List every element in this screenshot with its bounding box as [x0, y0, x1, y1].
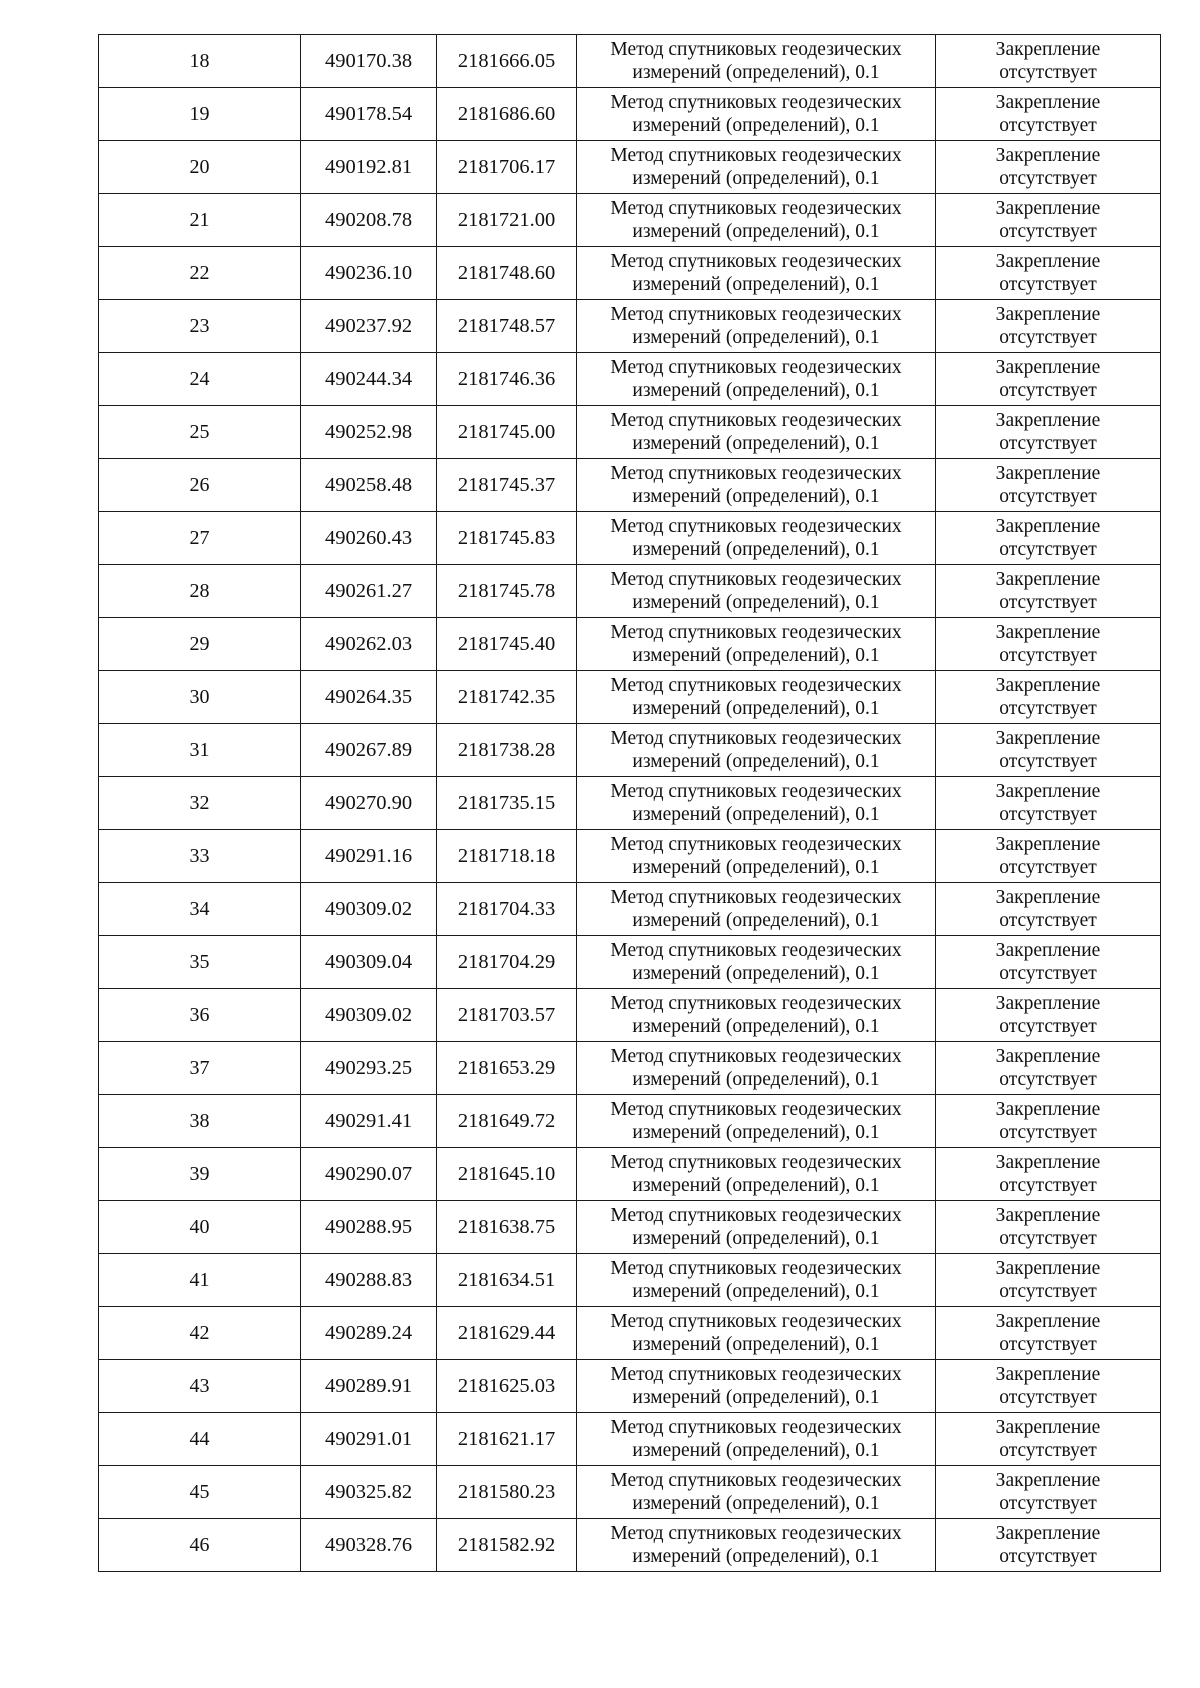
table-row: [99, 1254, 1161, 1307]
point-number-cell: 46: [99, 1519, 301, 1572]
method-line-1: Метод спутниковых геодезических: [610, 1258, 902, 1279]
method-line-1: Метод спутниковых геодезических: [610, 940, 902, 961]
table-row: [99, 88, 1161, 141]
fixation-line-1: Закрепление: [995, 834, 1101, 855]
method-line-1: Метод спутниковых геодезических: [610, 1364, 902, 1385]
x-coordinate-cell: 490252.98: [301, 406, 437, 459]
y-coordinate-cell: 2181629.44: [437, 1307, 577, 1360]
table-row: [99, 300, 1161, 353]
method-cell: [577, 1466, 936, 1519]
point-number-cell: 34: [99, 883, 301, 936]
method-line-2: измерений (определений), 0.1: [632, 62, 880, 83]
y-coordinate-cell: 2181645.10: [437, 1148, 577, 1201]
fixation-line-2: отсутствует: [999, 1281, 1097, 1302]
fixation-cell: [936, 1360, 1161, 1413]
fixation-line-1: Закрепление: [995, 198, 1101, 219]
fixation-line-1: Закрепление: [995, 993, 1101, 1014]
method-line-1: Метод спутниковых геодезических: [610, 675, 902, 696]
y-coordinate-cell: 2181745.83: [437, 512, 577, 565]
table-row: [99, 936, 1161, 989]
y-coordinate-cell: 2181738.28: [437, 724, 577, 777]
y-coordinate-cell: 2181634.51: [437, 1254, 577, 1307]
method-cell: [577, 1360, 936, 1413]
fixation-line-1: Закрепление: [995, 1364, 1101, 1385]
fixation-cell: [936, 88, 1161, 141]
fixation-cell: [936, 1042, 1161, 1095]
point-number-cell: 19: [99, 88, 301, 141]
fixation-line-2: отсутствует: [999, 1069, 1097, 1090]
y-coordinate-cell: 2181638.75: [437, 1201, 577, 1254]
y-coordinate-cell: 2181653.29: [437, 1042, 577, 1095]
method-line-1: Метод спутниковых геодезических: [610, 1470, 902, 1491]
fixation-line-1: Закрепление: [995, 92, 1101, 113]
method-line-1: Метод спутниковых геодезических: [610, 39, 902, 60]
fixation-cell: [936, 459, 1161, 512]
y-coordinate-cell: 2181704.29: [437, 936, 577, 989]
table-row: [99, 565, 1161, 618]
y-coordinate-cell: 2181745.37: [437, 459, 577, 512]
point-number-cell: 31: [99, 724, 301, 777]
method-cell: [577, 88, 936, 141]
x-coordinate-cell: 490288.83: [301, 1254, 437, 1307]
table-row: [99, 35, 1161, 88]
method-cell: [577, 512, 936, 565]
fixation-line-2: отсутствует: [999, 592, 1097, 613]
method-line-2: измерений (определений), 0.1: [632, 221, 880, 242]
table-row: [99, 1095, 1161, 1148]
table-row: [99, 724, 1161, 777]
method-line-1: Метод спутниковых геодезических: [610, 198, 902, 219]
fixation-cell: [936, 247, 1161, 300]
y-coordinate-cell: 2181625.03: [437, 1360, 577, 1413]
fixation-cell: [936, 1254, 1161, 1307]
table-row: [99, 830, 1161, 883]
fixation-line-1: Закрепление: [995, 410, 1101, 431]
fixation-line-2: отсутствует: [999, 1175, 1097, 1196]
point-number-cell: 22: [99, 247, 301, 300]
fixation-line-2: отсутствует: [999, 168, 1097, 189]
method-line-1: Метод спутниковых геодезических: [610, 1417, 902, 1438]
method-cell: [577, 724, 936, 777]
fixation-line-2: отсутствует: [999, 751, 1097, 772]
table-row: [99, 1519, 1161, 1572]
point-number-cell: 39: [99, 1148, 301, 1201]
x-coordinate-cell: 490309.02: [301, 989, 437, 1042]
fixation-line-2: отсутствует: [999, 115, 1097, 136]
fixation-line-1: Закрепление: [995, 145, 1101, 166]
method-cell: [577, 406, 936, 459]
y-coordinate-cell: 2181703.57: [437, 989, 577, 1042]
x-coordinate-cell: 490309.04: [301, 936, 437, 989]
method-line-2: измерений (определений), 0.1: [632, 433, 880, 454]
method-cell: [577, 194, 936, 247]
fixation-line-1: Закрепление: [995, 1099, 1101, 1120]
point-number-cell: 18: [99, 35, 301, 88]
x-coordinate-cell: 490192.81: [301, 141, 437, 194]
method-cell: [577, 1042, 936, 1095]
x-coordinate-cell: 490293.25: [301, 1042, 437, 1095]
x-coordinate-cell: 490208.78: [301, 194, 437, 247]
fixation-cell: [936, 406, 1161, 459]
table-row: [99, 406, 1161, 459]
table-row: [99, 512, 1161, 565]
point-number-cell: 21: [99, 194, 301, 247]
coordinates-table: [98, 34, 1161, 1572]
y-coordinate-cell: 2181686.60: [437, 88, 577, 141]
fixation-line-2: отсутствует: [999, 433, 1097, 454]
y-coordinate-cell: 2181704.33: [437, 883, 577, 936]
fixation-line-2: отсутствует: [999, 804, 1097, 825]
fixation-cell: [936, 300, 1161, 353]
y-coordinate-cell: 2181742.35: [437, 671, 577, 724]
y-coordinate-cell: 2181746.36: [437, 353, 577, 406]
table-row: [99, 777, 1161, 830]
point-number-cell: 44: [99, 1413, 301, 1466]
y-coordinate-cell: 2181748.60: [437, 247, 577, 300]
fixation-line-1: Закрепление: [995, 728, 1101, 749]
table-row: [99, 141, 1161, 194]
method-line-1: Метод спутниковых геодезических: [610, 463, 902, 484]
fixation-line-2: отсутствует: [999, 1387, 1097, 1408]
x-coordinate-cell: 490267.89: [301, 724, 437, 777]
y-coordinate-cell: 2181621.17: [437, 1413, 577, 1466]
y-coordinate-cell: 2181649.72: [437, 1095, 577, 1148]
x-coordinate-cell: 490258.48: [301, 459, 437, 512]
method-line-2: измерений (определений), 0.1: [632, 1122, 880, 1143]
fixation-line-2: отсутствует: [999, 486, 1097, 507]
method-line-2: измерений (определений), 0.1: [632, 1334, 880, 1355]
fixation-line-1: Закрепление: [995, 1046, 1101, 1067]
fixation-cell: [936, 671, 1161, 724]
method-cell: [577, 459, 936, 512]
fixation-line-2: отсутствует: [999, 963, 1097, 984]
fixation-line-2: отсутствует: [999, 910, 1097, 931]
fixation-line-1: Закрепление: [995, 1205, 1101, 1226]
method-line-1: Метод спутниковых геодезических: [610, 622, 902, 643]
fixation-line-1: Закрепление: [995, 304, 1101, 325]
method-line-1: Метод спутниковых геодезических: [610, 1152, 902, 1173]
method-line-1: Метод спутниковых геодезических: [610, 569, 902, 590]
x-coordinate-cell: 490262.03: [301, 618, 437, 671]
document-page: [98, 34, 1160, 1572]
method-line-2: измерений (определений), 0.1: [632, 1016, 880, 1037]
y-coordinate-cell: 2181706.17: [437, 141, 577, 194]
coordinates-table-body: [99, 35, 1161, 1572]
method-line-1: Метод спутниковых геодезических: [610, 887, 902, 908]
point-number-cell: 24: [99, 353, 301, 406]
x-coordinate-cell: 490236.10: [301, 247, 437, 300]
method-cell: [577, 1307, 936, 1360]
x-coordinate-cell: 490270.90: [301, 777, 437, 830]
fixation-line-2: отсутствует: [999, 1440, 1097, 1461]
method-line-2: измерений (определений), 0.1: [632, 910, 880, 931]
fixation-line-2: отсутствует: [999, 327, 1097, 348]
x-coordinate-cell: 490291.01: [301, 1413, 437, 1466]
table-row: [99, 618, 1161, 671]
method-line-2: измерений (определений), 0.1: [632, 168, 880, 189]
fixation-cell: [936, 618, 1161, 671]
point-number-cell: 33: [99, 830, 301, 883]
fixation-line-2: отсутствует: [999, 1016, 1097, 1037]
point-number-cell: 32: [99, 777, 301, 830]
x-coordinate-cell: 490309.02: [301, 883, 437, 936]
fixation-line-2: отсутствует: [999, 1546, 1097, 1567]
method-cell: [577, 883, 936, 936]
point-number-cell: 43: [99, 1360, 301, 1413]
x-coordinate-cell: 490288.95: [301, 1201, 437, 1254]
method-line-1: Метод спутниковых геодезических: [610, 92, 902, 113]
point-number-cell: 23: [99, 300, 301, 353]
method-line-2: измерений (определений), 0.1: [632, 327, 880, 348]
method-cell: [577, 353, 936, 406]
fixation-line-1: Закрепление: [995, 1523, 1101, 1544]
table-row: [99, 883, 1161, 936]
fixation-line-1: Закрепление: [995, 1311, 1101, 1332]
fixation-line-2: отсутствует: [999, 539, 1097, 560]
table-row: [99, 1042, 1161, 1095]
fixation-line-1: Закрепление: [995, 887, 1101, 908]
fixation-cell: [936, 1307, 1161, 1360]
x-coordinate-cell: 490325.82: [301, 1466, 437, 1519]
fixation-line-1: Закрепление: [995, 251, 1101, 272]
fixation-line-1: Закрепление: [995, 1470, 1101, 1491]
table-row: [99, 1413, 1161, 1466]
table-row: [99, 989, 1161, 1042]
method-line-1: Метод спутниковых геодезических: [610, 728, 902, 749]
method-line-1: Метод спутниковых геодезических: [610, 145, 902, 166]
point-number-cell: 45: [99, 1466, 301, 1519]
fixation-line-1: Закрепление: [995, 569, 1101, 590]
method-line-2: измерений (определений), 0.1: [632, 1546, 880, 1567]
x-coordinate-cell: 490170.38: [301, 35, 437, 88]
fixation-line-2: отсутствует: [999, 221, 1097, 242]
method-line-2: измерений (определений), 0.1: [632, 115, 880, 136]
method-line-2: измерений (определений), 0.1: [632, 857, 880, 878]
x-coordinate-cell: 490291.16: [301, 830, 437, 883]
table-row: [99, 1307, 1161, 1360]
table-row: [99, 671, 1161, 724]
method-line-2: измерений (определений), 0.1: [632, 804, 880, 825]
method-line-2: измерений (определений), 0.1: [632, 751, 880, 772]
method-cell: [577, 565, 936, 618]
point-number-cell: 25: [99, 406, 301, 459]
y-coordinate-cell: 2181745.00: [437, 406, 577, 459]
method-line-2: измерений (определений), 0.1: [632, 1175, 880, 1196]
method-line-2: измерений (определений), 0.1: [632, 1493, 880, 1514]
table-row: [99, 1201, 1161, 1254]
point-number-cell: 42: [99, 1307, 301, 1360]
method-line-1: Метод спутниковых геодезических: [610, 1099, 902, 1120]
method-line-2: измерений (определений), 0.1: [632, 1281, 880, 1302]
fixation-line-1: Закрепление: [995, 1417, 1101, 1438]
method-cell: [577, 300, 936, 353]
fixation-line-1: Закрепление: [995, 357, 1101, 378]
method-line-1: Метод спутниковых геодезических: [610, 410, 902, 431]
method-cell: [577, 989, 936, 1042]
method-line-1: Метод спутниковых геодезических: [610, 781, 902, 802]
method-cell: [577, 1095, 936, 1148]
method-line-2: измерений (определений), 0.1: [632, 645, 880, 666]
method-cell: [577, 1519, 936, 1572]
point-number-cell: 35: [99, 936, 301, 989]
fixation-line-2: отсутствует: [999, 857, 1097, 878]
fixation-line-2: отсутствует: [999, 1493, 1097, 1514]
x-coordinate-cell: 490290.07: [301, 1148, 437, 1201]
fixation-cell: [936, 1201, 1161, 1254]
fixation-cell: [936, 724, 1161, 777]
method-line-2: измерений (определений), 0.1: [632, 698, 880, 719]
method-cell: [577, 35, 936, 88]
method-line-2: измерений (определений), 0.1: [632, 1440, 880, 1461]
fixation-cell: [936, 1148, 1161, 1201]
x-coordinate-cell: 490264.35: [301, 671, 437, 724]
y-coordinate-cell: 2181748.57: [437, 300, 577, 353]
fixation-cell: [936, 1466, 1161, 1519]
method-line-1: Метод спутниковых геодезических: [610, 1523, 902, 1544]
fixation-line-1: Закрепление: [995, 622, 1101, 643]
fixation-line-1: Закрепление: [995, 1152, 1101, 1173]
y-coordinate-cell: 2181582.92: [437, 1519, 577, 1572]
fixation-cell: [936, 565, 1161, 618]
point-number-cell: 40: [99, 1201, 301, 1254]
method-cell: [577, 1201, 936, 1254]
fixation-line-2: отсутствует: [999, 645, 1097, 666]
y-coordinate-cell: 2181735.15: [437, 777, 577, 830]
y-coordinate-cell: 2181666.05: [437, 35, 577, 88]
x-coordinate-cell: 490328.76: [301, 1519, 437, 1572]
table-row: [99, 353, 1161, 406]
method-line-2: измерений (определений), 0.1: [632, 1228, 880, 1249]
point-number-cell: 36: [99, 989, 301, 1042]
fixation-cell: [936, 989, 1161, 1042]
table-row: [99, 194, 1161, 247]
y-coordinate-cell: 2181745.78: [437, 565, 577, 618]
point-number-cell: 30: [99, 671, 301, 724]
method-cell: [577, 618, 936, 671]
method-line-1: Метод спутниковых геодезических: [610, 357, 902, 378]
x-coordinate-cell: 490260.43: [301, 512, 437, 565]
method-line-2: измерений (определений), 0.1: [632, 592, 880, 613]
point-number-cell: 20: [99, 141, 301, 194]
method-cell: [577, 671, 936, 724]
method-cell: [577, 936, 936, 989]
point-number-cell: 38: [99, 1095, 301, 1148]
fixation-cell: [936, 1519, 1161, 1572]
fixation-line-1: Закрепление: [995, 463, 1101, 484]
fixation-cell: [936, 194, 1161, 247]
x-coordinate-cell: 490244.34: [301, 353, 437, 406]
point-number-cell: 26: [99, 459, 301, 512]
fixation-cell: [936, 1413, 1161, 1466]
method-line-2: измерений (определений), 0.1: [632, 486, 880, 507]
method-line-2: измерений (определений), 0.1: [632, 1069, 880, 1090]
fixation-cell: [936, 353, 1161, 406]
fixation-cell: [936, 830, 1161, 883]
method-line-2: измерений (определений), 0.1: [632, 539, 880, 560]
method-line-1: Метод спутниковых геодезических: [610, 1046, 902, 1067]
x-coordinate-cell: 490289.24: [301, 1307, 437, 1360]
method-cell: [577, 830, 936, 883]
x-coordinate-cell: 490178.54: [301, 88, 437, 141]
fixation-line-2: отсутствует: [999, 1228, 1097, 1249]
fixation-cell: [936, 35, 1161, 88]
table-row: [99, 1148, 1161, 1201]
fixation-line-2: отсутствует: [999, 698, 1097, 719]
method-cell: [577, 1148, 936, 1201]
table-row: [99, 247, 1161, 300]
method-cell: [577, 777, 936, 830]
method-line-1: Метод спутниковых геодезических: [610, 516, 902, 537]
fixation-line-2: отсутствует: [999, 1334, 1097, 1355]
x-coordinate-cell: 490291.41: [301, 1095, 437, 1148]
table-row: [99, 1466, 1161, 1519]
method-line-1: Метод спутниковых геодезических: [610, 1311, 902, 1332]
fixation-line-1: Закрепление: [995, 1258, 1101, 1279]
y-coordinate-cell: 2181718.18: [437, 830, 577, 883]
table-row: [99, 459, 1161, 512]
method-line-1: Метод спутниковых геодезических: [610, 304, 902, 325]
point-number-cell: 27: [99, 512, 301, 565]
method-line-2: измерений (определений), 0.1: [632, 963, 880, 984]
fixation-line-2: отсутствует: [999, 380, 1097, 401]
method-line-1: Метод спутниковых геодезических: [610, 251, 902, 272]
fixation-line-1: Закрепление: [995, 516, 1101, 537]
fixation-line-1: Закрепление: [995, 39, 1101, 60]
fixation-line-1: Закрепление: [995, 940, 1101, 961]
method-cell: [577, 141, 936, 194]
method-line-2: измерений (определений), 0.1: [632, 380, 880, 401]
fixation-line-2: отсутствует: [999, 274, 1097, 295]
fixation-line-2: отсутствует: [999, 1122, 1097, 1143]
fixation-cell: [936, 936, 1161, 989]
fixation-cell: [936, 777, 1161, 830]
point-number-cell: 29: [99, 618, 301, 671]
y-coordinate-cell: 2181745.40: [437, 618, 577, 671]
fixation-line-1: Закрепление: [995, 675, 1101, 696]
point-number-cell: 41: [99, 1254, 301, 1307]
fixation-cell: [936, 883, 1161, 936]
x-coordinate-cell: 490289.91: [301, 1360, 437, 1413]
fixation-cell: [936, 512, 1161, 565]
y-coordinate-cell: 2181721.00: [437, 194, 577, 247]
y-coordinate-cell: 2181580.23: [437, 1466, 577, 1519]
x-coordinate-cell: 490237.92: [301, 300, 437, 353]
x-coordinate-cell: 490261.27: [301, 565, 437, 618]
method-line-2: измерений (определений), 0.1: [632, 274, 880, 295]
fixation-cell: [936, 1095, 1161, 1148]
method-cell: [577, 1254, 936, 1307]
method-line-1: Метод спутниковых геодезических: [610, 834, 902, 855]
method-cell: [577, 247, 936, 300]
point-number-cell: 28: [99, 565, 301, 618]
method-line-1: Метод спутниковых геодезических: [610, 1205, 902, 1226]
table-row: [99, 1360, 1161, 1413]
method-cell: [577, 1413, 936, 1466]
fixation-line-2: отсутствует: [999, 62, 1097, 83]
point-number-cell: 37: [99, 1042, 301, 1095]
method-line-1: Метод спутниковых геодезических: [610, 993, 902, 1014]
fixation-line-1: Закрепление: [995, 781, 1101, 802]
fixation-cell: [936, 141, 1161, 194]
method-line-2: измерений (определений), 0.1: [632, 1387, 880, 1408]
